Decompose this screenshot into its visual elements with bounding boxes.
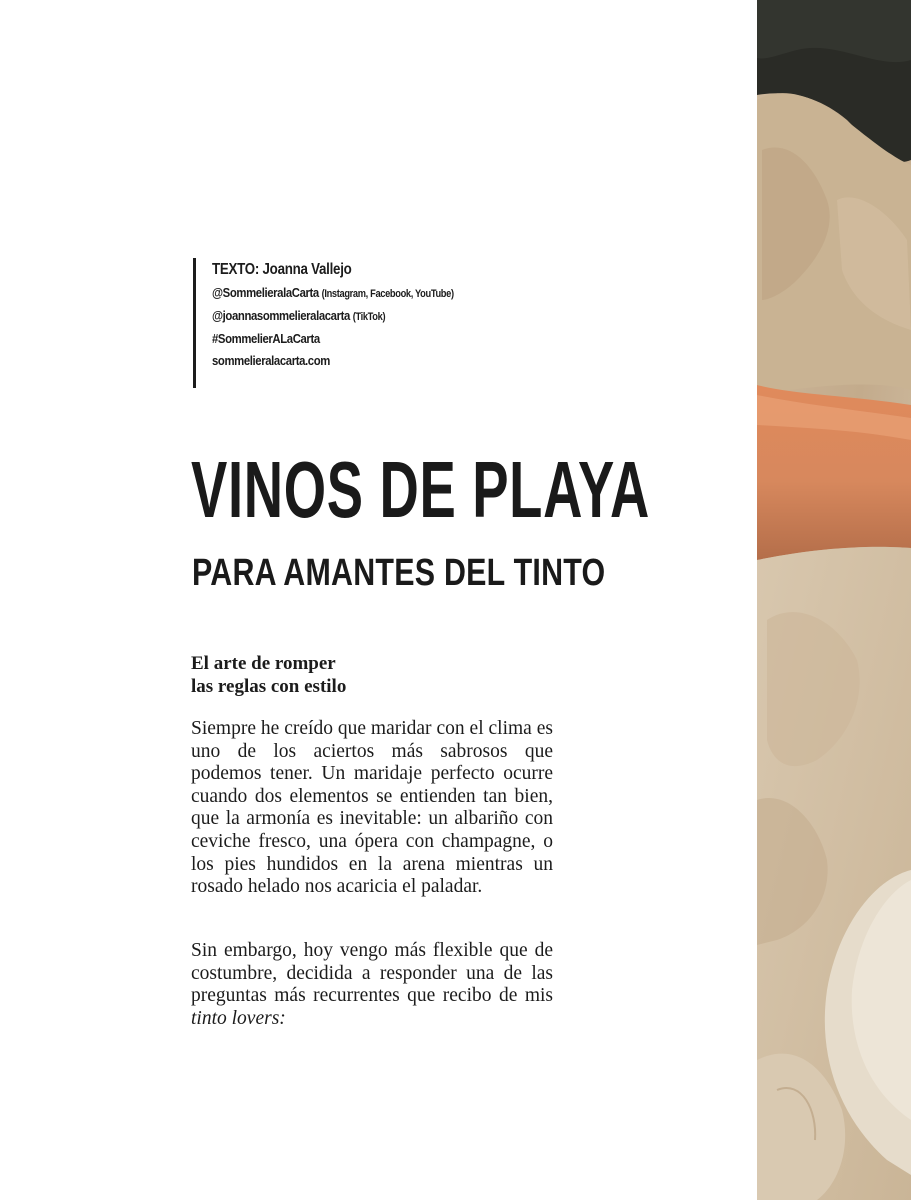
hashtag[interactable]: #SommelierALaCarta — [212, 331, 320, 346]
body-paragraph-2-text: Sin embargo, hoy vengo más flexible que de costumbre, decidida a responder una de las preguntas más recurrentes que recibo de mis — [191, 940, 553, 1007]
author-credits — [193, 258, 493, 388]
beach-rock-photo — [757, 0, 911, 1200]
author-line: TEXTO: Joanna Vallejo — [212, 261, 352, 278]
article-title: VINOS DE PLAYA — [191, 445, 650, 534]
social-line-tiktok — [212, 305, 454, 328]
section-heading-line-1: El arte de romper — [191, 653, 336, 674]
body-paragraph-1: Siempre he creído que maridar con el clima es uno de los aciertos más sabrosos que podemos tener. Un maridaje perfecto ocurre cuando dos elementos se entienden tan bien, que la armonía es inevitable: un albariño con ceviche fresco, una ópera con champagne, o los pies hundidos en la arena mientras un rosado helado nos acaricia el paladar. — [191, 718, 553, 898]
instagram-handle[interactable]: @SommelieralaCarta — [212, 285, 319, 300]
website-link[interactable]: sommelieralacarta.com — [212, 353, 330, 368]
section-heading-line-2: las reglas con estilo — [191, 676, 347, 697]
article-subtitle: PARA AMANTES DEL TINTO — [192, 552, 606, 594]
section-heading — [191, 652, 551, 698]
social-line-instagram — [212, 282, 454, 305]
body-paragraph-2-italic: tinto lovers: — [191, 1007, 286, 1029]
tiktok-handle[interactable]: @joannasommelieralacarta — [212, 308, 350, 323]
tiktok-platform: (TikTok) — [352, 311, 386, 323]
instagram-platforms: (Instagram, Facebook, YouTube) — [321, 288, 454, 300]
body-paragraph-2 — [191, 940, 553, 1030]
